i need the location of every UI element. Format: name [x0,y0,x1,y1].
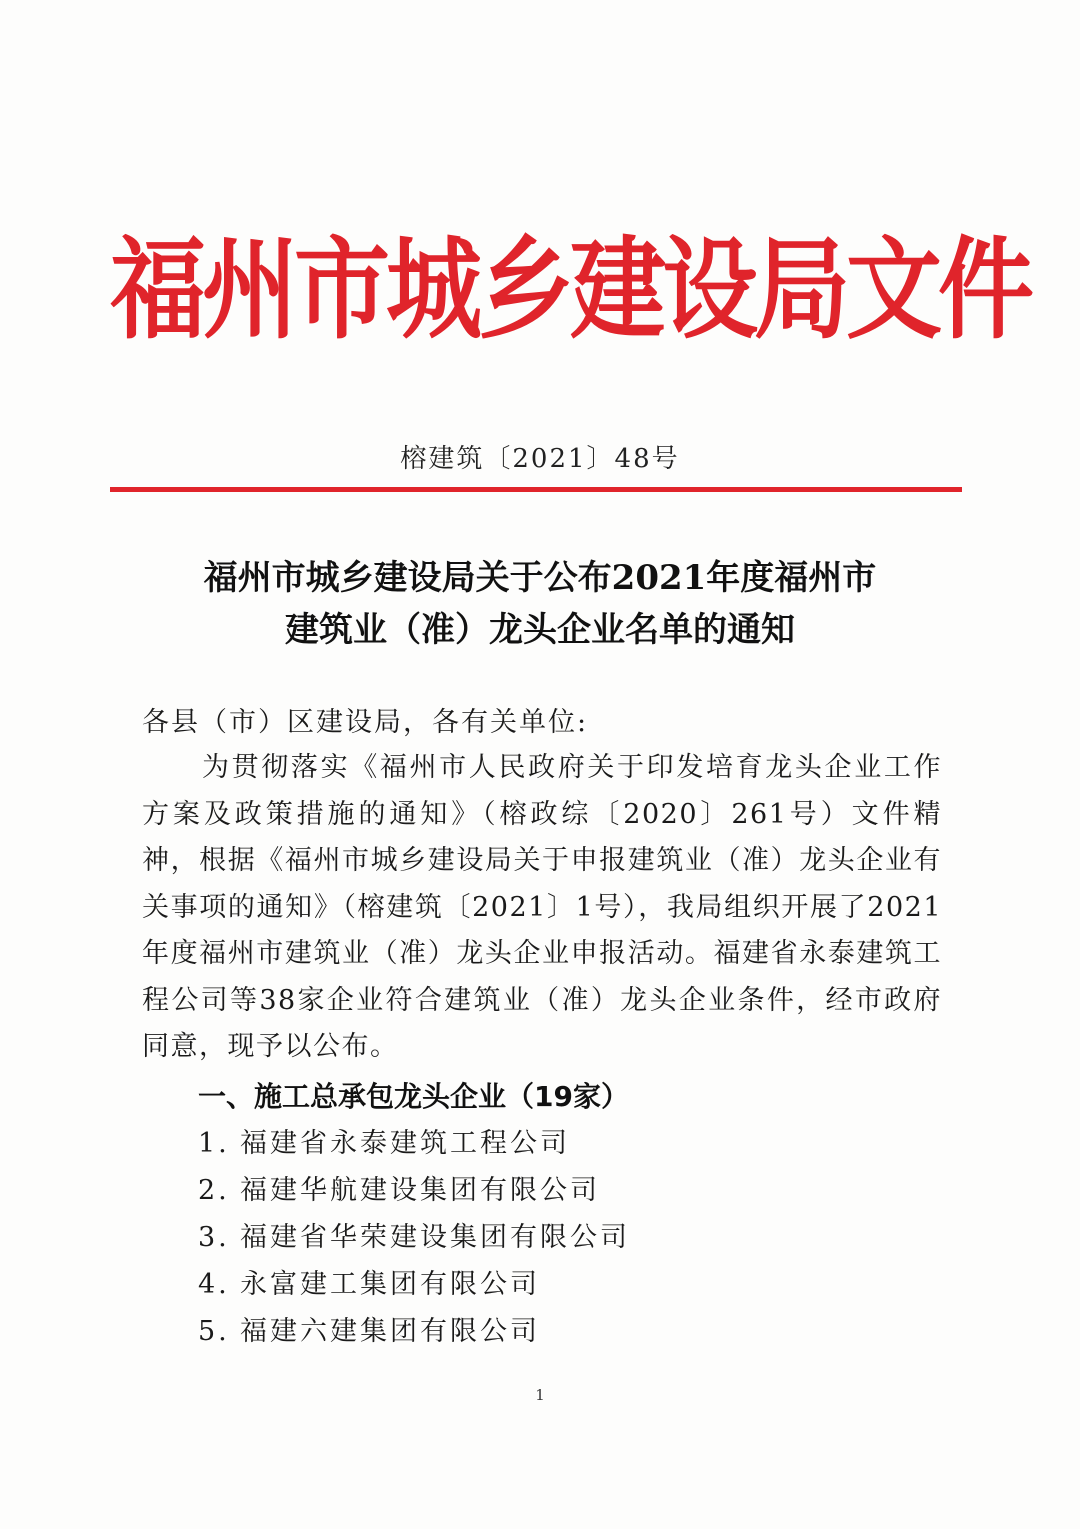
company-list [198,1120,630,1355]
notice-title [0,552,1080,656]
company-name: 福建省华荣建设集团有限公司 [240,1222,630,1253]
masthead-title: 福州市城乡建设局文件 [110,225,1030,355]
list-index: 2. [198,1175,230,1206]
salutation: 各县（市）区建设局，各有关单位: [142,707,589,738]
red-divider [110,487,962,492]
section-heading: 一、施工总承包龙头企业（19家） [198,1080,629,1113]
list-index: 5. [198,1316,230,1347]
company-name: 福建省永泰建筑工程公司 [240,1128,570,1159]
list-index: 3. [198,1222,230,1253]
list-item [198,1120,630,1167]
list-item [198,1261,630,1308]
notice-title-line-1: 福州市城乡建设局关于公布2021年度福州市 [203,558,877,598]
list-item [198,1167,630,1214]
document-number: 榕建筑〔2021〕48号 [400,444,680,474]
list-item [198,1308,630,1355]
page-number: 1 [535,1386,545,1404]
list-index: 4. [198,1269,230,1300]
notice-title-line-2: 建筑业（准）龙头企业名单的通知 [285,610,795,650]
list-item [198,1214,630,1261]
company-name: 永富建工集团有限公司 [240,1269,540,1300]
company-name: 福建六建集团有限公司 [240,1316,540,1347]
company-name: 福建华航建设集团有限公司 [240,1175,600,1206]
body-paragraph: 为贯彻落实《福州市人民政府关于印发培育龙头企业工作方案及政策措施的通知》（榕政综〔2020〕261号）文件精神，根据《福州市城乡建设局关于申报建筑业（准）龙头企业有关事项的通知》（榕建筑〔2021〕1号），我局组织开展了2021年度福州市建筑业（准）龙头企业申报活动。福建省永泰建筑工程公司等38家企业符合建筑业（准）龙头企业条件，经市政府同意，现予以公布。 [142,752,942,1062]
list-index: 1. [198,1128,230,1159]
